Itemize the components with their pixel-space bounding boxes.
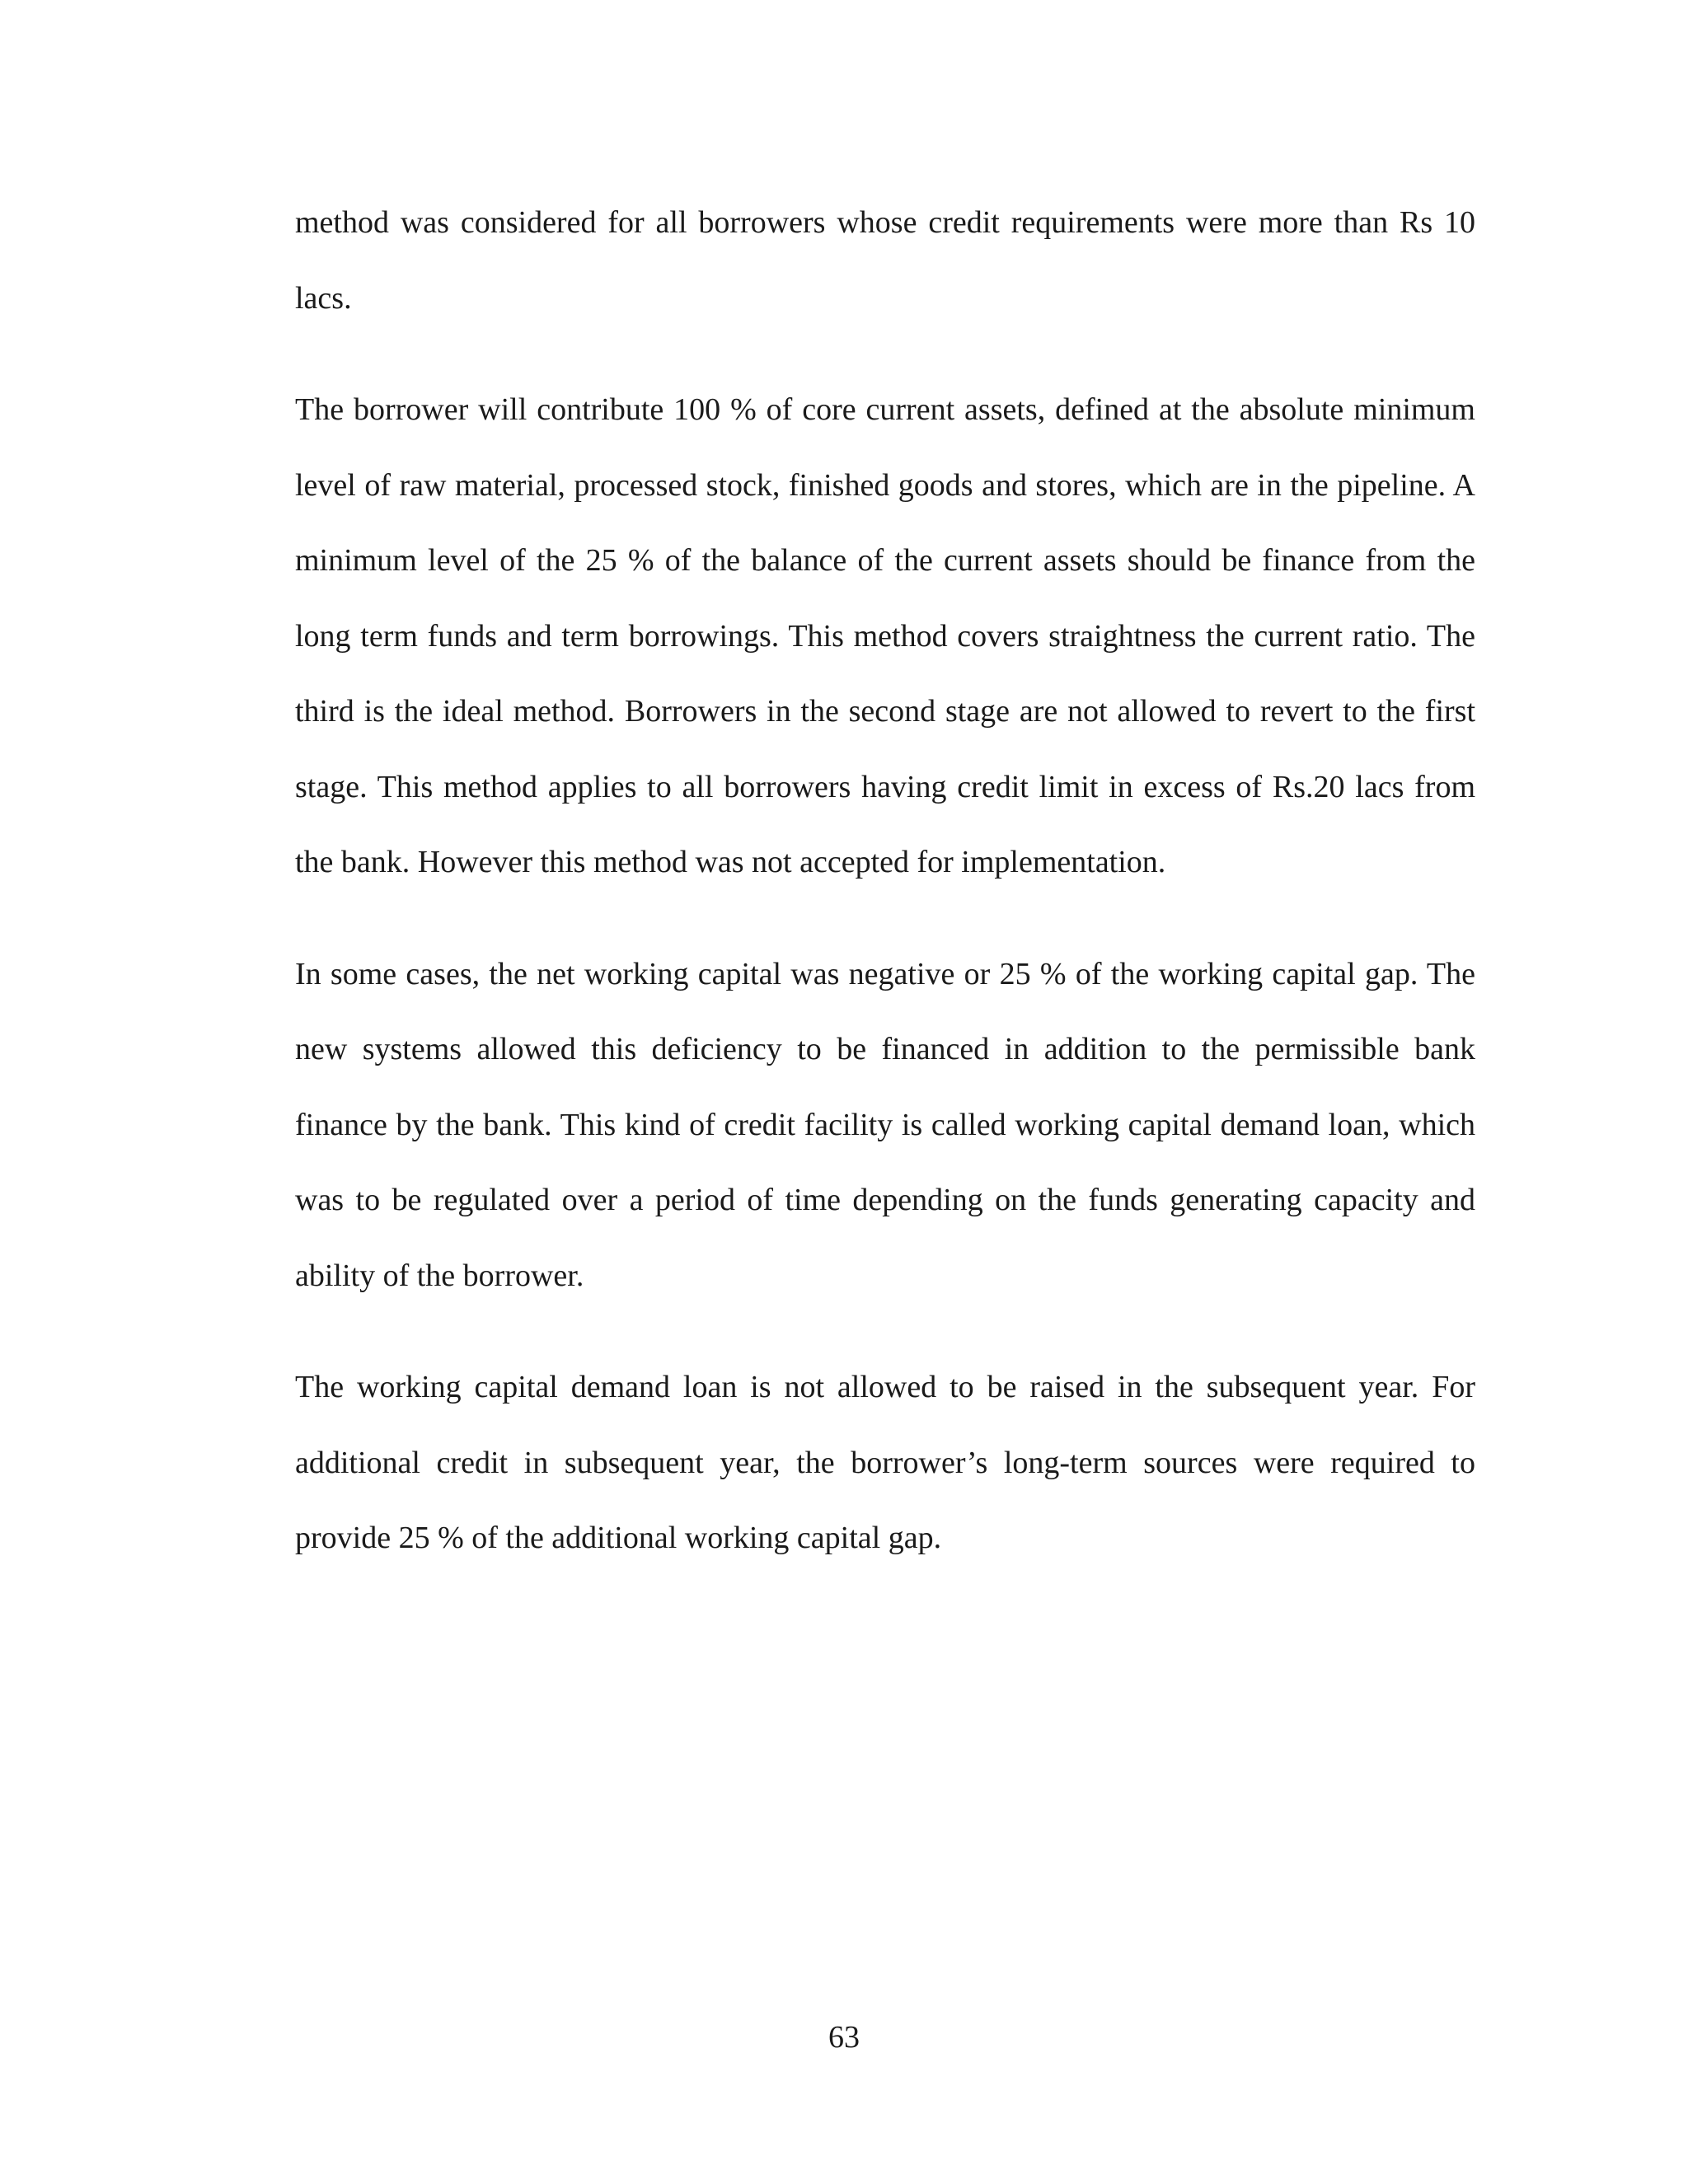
paragraph-2: The borrower will contribute 100 % of core current assets, defined at the absolute minimum level of raw material, processed stock, finished goods and stores, which are in the pipeline. A minimum level of the 25 % of the balance of the current assets should be finance from the long term funds and term borrowings. This method covers straightness the current ratio. The third is the ideal method. Borrowers in the second stage are not allowed to revert to the first stage. This method applies to all borrowers having credit limit in excess of Rs.20 lacs from the bank. However this method was not accepted for implementation.: [295, 392, 1475, 879]
paragraph-1: method was considered for all borrowers whose credit requirements were more than Rs 10 lacs.: [295, 205, 1475, 316]
paragraph-4: The working capital demand loan is not allowed to be raised in the subsequent year. For additional credit in subsequent year, the borrower’s long-term sources were required to provide 25 % of the additional working capital gap.: [295, 1370, 1475, 1555]
page-number: 63: [828, 2020, 860, 2055]
paragraph-3: In some cases, the net working capital was negative or 25 % of the working capital gap. The new systems allowed this deficiency to be financed in addition to the permissible bank finance by the bank. This kind of credit facility is called working capital demand loan, which was to be regulated over a period of time depending on the funds generating capacity and ability of the borrower.: [295, 956, 1475, 1293]
body-text: [295, 185, 1475, 1613]
